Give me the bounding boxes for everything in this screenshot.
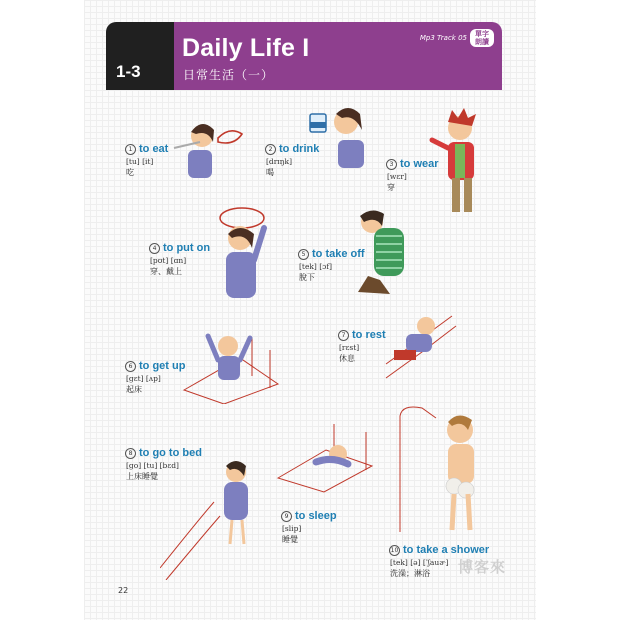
page-title: Daily Life I bbox=[182, 34, 310, 62]
lesson-number-block bbox=[106, 22, 174, 90]
vocab-item-rest bbox=[338, 329, 386, 364]
track-badge: 單字朗讀 bbox=[470, 29, 494, 47]
title-band bbox=[174, 22, 502, 90]
item-ipa: [tek] [ɔf] bbox=[299, 262, 333, 271]
sleep-illustration bbox=[276, 420, 374, 494]
item-ipa: [rɛst] bbox=[339, 343, 360, 352]
item-number: 1 bbox=[125, 144, 136, 155]
item-chinese: 穿 bbox=[387, 183, 395, 192]
item-ipa: [tu] [it] bbox=[126, 157, 154, 166]
lesson-header bbox=[106, 22, 502, 90]
item-word: to wear bbox=[400, 158, 439, 170]
item-ipa: [drɪŋk] bbox=[266, 157, 293, 166]
vocab-item-put-on bbox=[149, 242, 210, 277]
vocab-item-take-off bbox=[298, 248, 365, 283]
item-chinese: 喝 bbox=[266, 168, 274, 177]
vocab-item-drink bbox=[265, 143, 319, 178]
vocab-item-sleep bbox=[281, 510, 337, 545]
watermark-logo: 博客來 bbox=[458, 558, 507, 576]
item-ipa: [pʊt] [ɑn] bbox=[150, 256, 187, 265]
item-word: to take a shower bbox=[403, 544, 490, 556]
page-number: 22 bbox=[118, 586, 129, 595]
item-chinese: 休息 bbox=[339, 354, 355, 363]
item-chinese: 睡覺 bbox=[282, 535, 298, 544]
track-text: Mp3 Track 05 bbox=[419, 34, 467, 42]
item-chinese: 洗澡；淋浴 bbox=[390, 569, 430, 578]
vocab-item-go-to-bed bbox=[125, 447, 202, 482]
vocab-item-eat bbox=[125, 143, 168, 178]
item-word: to go to bed bbox=[139, 447, 202, 459]
item-ipa: [tek] [ə] [ˈʃauɚ] bbox=[390, 558, 449, 567]
item-word: to drink bbox=[279, 143, 320, 155]
item-number: 3 bbox=[386, 159, 397, 170]
item-number: 7 bbox=[338, 330, 349, 341]
audio-track-label bbox=[420, 29, 494, 47]
item-number: 9 bbox=[281, 511, 292, 522]
item-number: 4 bbox=[149, 243, 160, 254]
item-chinese: 穿、戴上 bbox=[150, 267, 182, 276]
item-ipa: [go] [tu] [bɛd] bbox=[126, 461, 179, 470]
vocab-item-wear bbox=[386, 158, 439, 193]
item-chinese: 起床 bbox=[126, 385, 142, 394]
item-number: 10 bbox=[390, 547, 399, 554]
shower-illustration bbox=[392, 404, 488, 536]
item-number: 8 bbox=[125, 448, 136, 459]
item-number: 2 bbox=[265, 144, 276, 155]
eat-illustration bbox=[172, 112, 244, 180]
item-number: 6 bbox=[125, 361, 136, 372]
get-up-illustration bbox=[180, 328, 282, 404]
item-number: 5 bbox=[298, 249, 309, 260]
lesson-number: 1-3 bbox=[116, 62, 141, 81]
item-chinese: 吃 bbox=[126, 168, 134, 177]
item-word: to eat bbox=[139, 143, 169, 155]
item-word: to take off bbox=[312, 248, 365, 260]
item-word: to rest bbox=[352, 329, 386, 341]
page-subtitle: 日常生活（一） bbox=[183, 68, 275, 82]
item-word: to put on bbox=[163, 242, 211, 254]
item-ipa: [gɛt] [ʌp] bbox=[126, 374, 161, 383]
item-ipa: [slip] bbox=[282, 524, 302, 533]
item-word: to get up bbox=[139, 360, 186, 372]
rest-illustration bbox=[382, 308, 462, 384]
item-ipa: [wɛr] bbox=[387, 172, 407, 181]
item-chinese: 上床睡覺 bbox=[126, 472, 158, 481]
put-on-illustration bbox=[210, 204, 272, 300]
item-word: to sleep bbox=[295, 510, 337, 522]
vocab-item-get-up bbox=[125, 360, 185, 395]
item-chinese: 脫下 bbox=[299, 273, 315, 282]
